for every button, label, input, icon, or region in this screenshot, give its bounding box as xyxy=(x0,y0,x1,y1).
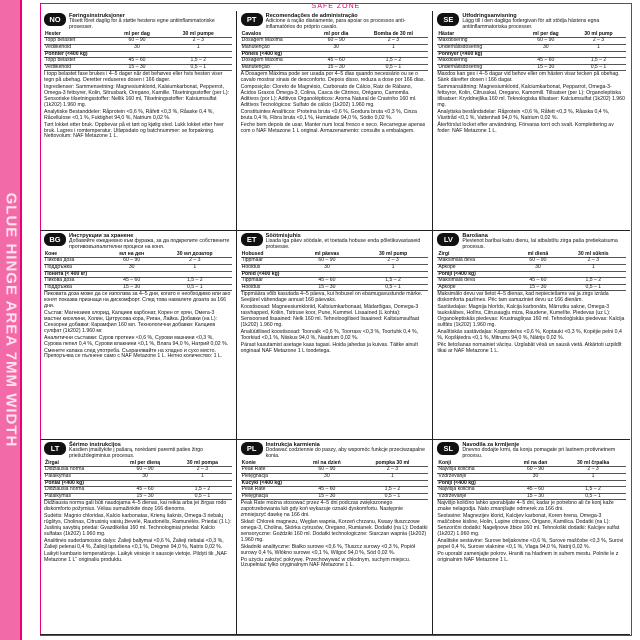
panel-paragraph: Състав: Магнезиев хлорид, Калциев карбонат, Корен от хрян, Омега-3 мастни киселини, Холин, Цитрусова кора, Риган, Лайка. Добавки (на L): Сензорни добавки: Карамфил 160 мл. Технологични добавки: Калциев сулфат (1k202) 1.960 мг. xyxy=(44,310,218,334)
panel-paragraph: Sudėtis: Magnio chloridas, Kalcio karbonatas, Krienų šaknis, Omega-3 riebalų rūgštys, Cholinas, Citrusinių vaisių žievelė, Raudonėlis, Ramunėlės. Priedai (1 L): Juslinių savybių priedai: Gvazdikėliai 160 ml. Technologiniai priedai: Kalcio sulfatas (1k202) 1.960 mg. xyxy=(44,513,232,537)
panel-intro: Lägg till i den dagliga fodergivan för att stödja hästens egna antiinflammatoriska processer. xyxy=(462,18,600,30)
dosage-table xyxy=(437,461,626,501)
panel-header xyxy=(241,233,429,251)
dosage-row xyxy=(241,284,429,291)
dosage-cell: 15 – 30 xyxy=(296,284,358,291)
panel-intro: Adicione à ração diariamente, para apoiar os processos anti-inflamatórios do próprio cavalo. xyxy=(265,18,406,30)
dosage-cell: 45 – 60 xyxy=(511,487,560,494)
dosage-cell: 1,5 – 2 xyxy=(358,278,428,285)
dosage-cell: Didžiausia norma xyxy=(44,467,117,474)
dosage-cell: Поддръжка xyxy=(44,284,105,291)
dosage-cell: 2 – 3 xyxy=(359,38,429,45)
panel-paragraph: Pēc lietošanas nomainiet vāciņu. Uzglabāt vēsā un sausā vietā. Atkārtoti uzpildīt tikai ar NAF Metazone 1 L. xyxy=(437,341,622,354)
dosage-header-cell: 30 ml pump xyxy=(571,32,626,38)
panel-paragraph: Сменете капака след употреба. Съхранявайте на хладно и сухо място. Препоръчва се пълнене само с NAF Metazone 1 L. Нетно количество: 1 L. xyxy=(44,347,223,360)
panel-paragraph: Analytiske Bestanddeler: Råprotein <0,6 %, Råfett <0,3 %, Råaske 0,4 %, Råcellulose <0,1 %, Fuktighet 94,0 %, Natrium 0,02 %. xyxy=(44,108,214,121)
dosage-header-cell: 30 ml črpalka xyxy=(560,461,626,467)
dosage-cell: 1 xyxy=(560,474,626,481)
dosage-header-cell: ml na dzień xyxy=(297,461,356,467)
panel-se xyxy=(433,11,630,231)
dosage-table xyxy=(437,32,626,72)
dosage-cell: 0,5 – 1 xyxy=(173,493,231,500)
panel-paragraph: Пиковата доза може да се използва за 4–5 дни, когато е необходимо или ако конят показва признаци на дискомфорт. След това намалете дозата за 166 дни. xyxy=(44,291,231,310)
panel-paragraph: Pärast kasutamist asetage kaas tagasi. Hoida jahedas ja kuivas. Täitke ainult originaal NAF Metazone 1 L toodetega. xyxy=(240,341,418,354)
dosage-cell: 30 xyxy=(314,45,359,52)
panel-paragraph: Maksimālo devu var lietot 4–5 dienas, kad nepieciešams vai ja zirgs izrāda diskomforta pazīmes. Pēc tam samaziniet devu uz 166 dienām. xyxy=(437,291,609,304)
dosage-header-cell: 30 ml pompa xyxy=(173,461,231,467)
panel-paragraph: Koostisosad: Magneesiumkloriid, Kaltsiumkarbonaat, Mädarõigas, Oomega-3 rasvhapped, Koliin, Tsitruse koor, Pune, Kummel. Lisaained (L kohta): Sensoorsed lisaained: Nelk 160 ml. Tehnoloogilised lisaained: Kaltsiumsulfaat (1k202) 1.960 mg. xyxy=(240,304,420,328)
dosage-cell: 30 xyxy=(515,265,560,272)
panel-paragraph: Tørt lokket etter bruk. Oppbevar på et tørt og kjølig sted. Lukk lokket etter hver bruk. Lagres i romtemperatur. Utløpsdato og batchnummer: se forpakning. Nettovolum: NAF Metazone 1 L. xyxy=(44,121,224,140)
panel-intro: Pievienot barībai katru dienu, lai atbalstītu zirga paša pretiekaisuma procesus. xyxy=(462,238,618,250)
dosage-cell: 15 – 30 xyxy=(515,284,560,291)
dosage-cell: 2 – 3 xyxy=(571,38,626,45)
dosage-cell: 30 xyxy=(297,474,356,481)
dosage-cell: 30 xyxy=(105,265,158,272)
dosage-cell: Underhållsdosering xyxy=(437,45,520,52)
dosage-cell: 15 – 30 xyxy=(521,64,571,71)
dosage-cell: 60 – 90 xyxy=(296,258,358,265)
dosage-cell: 15 – 30 xyxy=(109,64,165,71)
dosage-cell: 2 – 3 xyxy=(560,467,626,474)
dosage-cell: Underhållsdosering xyxy=(437,64,520,71)
dosage-header-cell: 30 ml pumpe xyxy=(165,32,232,38)
panel-lv xyxy=(433,231,630,440)
panel-paragraph: Analitinės sudedamosios dalys: Žalieji baltymai <0,6 %, Žalieji riebalai <0,3 %, Žalieji pelenai 0,4 %, Žalioji ląsteliena <0,1 %, Drėgmė 94,0 %, Natris 0,02 %. xyxy=(44,537,224,550)
dosage-header-cell: ml na dan xyxy=(511,461,560,467)
dosage-cell: 0,5 – 1 xyxy=(561,284,626,291)
dosage-header-cell: 30 ml pump xyxy=(358,252,428,258)
dosage-header-cell: Bomba de 30 ml xyxy=(359,32,429,38)
dosage-cell: 15 – 30 xyxy=(511,493,560,500)
language-badge: BG xyxy=(44,233,66,246)
panel-paragraph: Återförslut locket efter användning. Förvaras torrt och svalt. Komplettering av foder: NAF Metazone 1 L. xyxy=(437,121,614,134)
panel-sl xyxy=(433,440,630,635)
dosage-cell: 1 xyxy=(357,474,429,481)
dosage-cell: 1,5 – 2 xyxy=(165,58,232,65)
dosage-row xyxy=(241,64,429,71)
dosage-cell: 30 xyxy=(117,474,173,481)
dosage-cell: 60 – 90 xyxy=(297,467,356,474)
dosage-cell: Maxdosering xyxy=(437,38,520,45)
dosage-header-cell: ml per dag xyxy=(521,32,571,38)
panel-paragraph: Analītiskās sastāvdaļas: Kopproteīns <0,6 %, Koptauki <0,3 %, Kopējie pelni 0,4 %, Kopšķiedra <0,1 %, Mitrums 94,0 %, Nātrijs 0,02 %. xyxy=(437,328,622,341)
panel-paragraph: Analüütilised koostisosad: Toorvalk <0,6 %, Toorrasv <0,3 %, Toortuhk 0,4 %, Toorkiud <0,1 %, Niiskus 94,0 %, Naatrium 0,02 %. xyxy=(240,328,418,341)
dosage-cell: 0,5 – 1 xyxy=(359,64,429,71)
language-badge: LT xyxy=(44,442,66,455)
dosage-group-label: Pôneis (<400 kg) xyxy=(241,51,429,58)
dosage-table xyxy=(241,252,429,292)
dosage-cell: 45 – 60 xyxy=(105,278,158,285)
dosage-row xyxy=(44,284,232,291)
panel-paragraph: Ingredienser: Sammensetning: Magnesiumklorid, Kalsiumkarbonat, Pepperrot, Omega-3 fettsyrer, Kolin, Sitrusbark, Oregano, Kamille. Tilsetningsstoffer (per L): Sensoriske tilsetningsstoffer: Nellik 160 ml, Tilsetningsstoffer: Kalsiumsulfat (1k202) 1.960 mg. xyxy=(44,84,230,108)
dosage-table xyxy=(44,461,232,501)
panel-title: Utfodringsanvisning xyxy=(462,13,517,19)
dosage-row xyxy=(241,493,429,500)
panel-header xyxy=(44,13,232,31)
dosage-cell: Pielęgnacja xyxy=(241,474,298,481)
dosage-cell: 60 – 90 xyxy=(314,38,359,45)
panel-lt xyxy=(40,440,237,635)
dosage-cell: 1,5 – 2 xyxy=(571,58,626,65)
dosage-header-cell: ml per dag xyxy=(109,32,165,38)
dosage-group-label: Poniai (<400 kg) xyxy=(44,480,232,487)
dosage-cell: Didžiausia norma xyxy=(44,487,117,494)
dosage-cell: 15 – 30 xyxy=(117,493,173,500)
panel-paragraph: Laikyti kambario temperatūroje. Laikyk vėsioje ir sausoje vietoje. Pildyti tik „NAF Metazone 1 L“ originaliu produktu. xyxy=(44,550,228,563)
dosage-row xyxy=(437,258,626,265)
dosage-cell: 0,5 – 1 xyxy=(358,284,428,291)
dosage-cell: 1 xyxy=(173,474,231,481)
dosage-cell: Apkope xyxy=(437,265,515,272)
language-badge: ET xyxy=(241,233,263,246)
dosage-cell: 45 – 60 xyxy=(297,487,356,494)
language-badge: PL xyxy=(241,442,263,455)
dosage-cell: Maxdosering xyxy=(437,58,520,65)
dosage-cell: Поддръжка xyxy=(44,265,105,272)
dosage-cell: Hooldus xyxy=(241,265,296,272)
dosage-cell: 60 – 90 xyxy=(105,258,158,265)
panel-bg xyxy=(40,231,237,440)
dosage-cell: 1,5 – 2 xyxy=(560,487,626,494)
dosage-row xyxy=(44,64,232,71)
dosage-cell: 0,5 – 1 xyxy=(158,284,232,291)
dosage-header-cell: 30 мл дозатор xyxy=(158,252,232,258)
panel-no xyxy=(40,11,237,231)
dosage-cell: 1 xyxy=(358,265,428,272)
dosage-cell: 1,5 – 2 xyxy=(357,487,429,494)
panel-header xyxy=(437,442,626,460)
panel-header xyxy=(437,13,626,31)
panel-paragraph: Sastāvdaļas: Magnija hlorīds, Kalcija karbonāts, Mārrutku sakne, Omega-3 taukskābes, Holīns, Citrusaugļu miza, Raudene, Kumelīte. Piedevas (uz L): Organoleptiskās piedevas: Krustnagliņas 160 ml. Tehnoloģiskās piedevas: Kalcija sulfāts (1k202) 1.960 mg. xyxy=(437,304,625,328)
dosage-cell: 1,5 – 2 xyxy=(158,278,232,285)
dosage-header-cell: Konie xyxy=(241,461,298,467)
dosage-cell: 2 – 3 xyxy=(357,467,429,474)
dosage-row xyxy=(437,493,626,500)
dosage-cell: Vedlikehold xyxy=(44,45,109,52)
dosage-header-cell: ml dienā xyxy=(515,252,560,258)
dosage-header-cell: Коне xyxy=(44,252,105,258)
dosage-cell: 60 – 90 xyxy=(117,467,173,474)
panel-paragraph: Feche bem depois de usar. Manter num local fresco e seco. Recarregue apenas com o NAF Metazone 1 L original. Armazenamento: consulte a embalagem. xyxy=(240,121,426,134)
dosage-header-cell: Zirgi xyxy=(437,252,515,258)
panel-intro: Добавяйте ежедневно към фуража, за да подкрепите собствените противовъзпалителни процеси на коня. xyxy=(69,238,230,250)
dosage-cell: 0,5 – 1 xyxy=(165,64,232,71)
panel-paragraph: Peak Rate można stosować przez 4–5 dni podczas zwiększonego zapotrzebowania lub gdy koń wykazuje oznaki dyskomfortu. Następnie zmniejszyć dawkę na 166 dni. xyxy=(240,500,403,519)
dosage-cell: Dosagem Máxima xyxy=(241,58,314,65)
dosage-cell: 1 xyxy=(571,45,626,52)
language-badge: LV xyxy=(437,233,459,246)
panel-paragraph: Analytiska beståndsdelar: Råprotein <0,6 %, Råfett <0,3 %, Råaska 0,4 %, Växttråd <0,1 %, Vattenhalt 94,0 %, Natrium 0,02 %. xyxy=(437,108,610,121)
panel-paragraph: Najvišjo količino lahko uporabljate 4–5 dni, kadar je potrebno ali če konj kaže znake nelagodja. Nato zmanjšajte odmerek za 166 dni. xyxy=(437,500,614,513)
dosage-header-cell: ml por dia xyxy=(314,32,359,38)
dosage-cell: 2 – 3 xyxy=(165,38,232,45)
panel-paragraph: Sestavine: Magnezijev klorid, Kalcijev karbonat, Koren hrena, Omega-3 maščobne kisline, Holin, Lupine citrusov, Origano, Kamilica. Dodatki (na L): Senzorični dodatki: Nageljnove žbice 160 ml. Tehnološki dodatki: Kalcijev sulfat (1k202) 1.960 mg. xyxy=(437,513,620,537)
dosage-cell: 45 – 60 xyxy=(117,487,173,494)
panel-paragraph: I topp belastet fase brukes i 4–5 dager når det behøves eller hvis hesten viser tegn på ubehag. Deretter reduseres dosen i 166 dager. xyxy=(44,71,223,84)
dosage-cell: 60 – 90 xyxy=(109,38,165,45)
panel-title: Barošana xyxy=(462,233,488,239)
panel-paragraph: Składniki analityczne: Białko surowe <0,6 %, Tłuszcz surowy <0,3 %, Popiół surowy 0,4 %, Włókno surowe <0,1 %, Wilgoć 94,0 %, Sód 0,02 %. xyxy=(240,543,416,556)
dosage-cell: 45 – 60 xyxy=(515,278,560,285)
language-badge: NO xyxy=(44,13,66,26)
dosage-header-cell: Hästar xyxy=(437,32,520,38)
dosage-cell: Vzdrževanje xyxy=(437,474,510,481)
glue-hinge-label: GLUE HINGE AREA 7MM WIDTH xyxy=(2,192,20,448)
panel-title: Føringsinstruksjoner xyxy=(69,13,125,19)
dosage-table xyxy=(241,32,429,72)
dosage-cell: Palaikymas xyxy=(44,474,117,481)
dosage-cell: Maksimālā deva xyxy=(437,258,515,265)
panel-paragraph: Po uporabi zamenjajte pokrov. Hraniti na hladnem in suhem mestu. Polnite le z originalnim NAF Metazone 1 L. xyxy=(437,550,619,563)
dosage-cell: Пикова доза xyxy=(44,258,105,265)
dosage-cell: 1,5 – 2 xyxy=(173,487,231,494)
dosage-group-label: Ponnier (<400 kg) xyxy=(44,51,232,58)
glue-hinge-strip xyxy=(0,0,22,640)
dosage-row xyxy=(241,467,429,474)
dosage-cell: 2 – 3 xyxy=(158,258,232,265)
dosage-row xyxy=(241,258,429,265)
dosage-cell: 1 xyxy=(561,265,626,272)
dosage-header-cell: pompka 30 ml xyxy=(357,461,429,467)
panel-header xyxy=(437,233,626,251)
panel-pl xyxy=(237,440,434,635)
dosage-group-label: Ponnyer (<400 kg) xyxy=(437,51,626,58)
dosage-header-cell: Konji xyxy=(437,461,510,467)
dosage-header-cell: Hester xyxy=(44,32,109,38)
panel-paragraph: Analitske sestavine: Surove beljakovine <0,6 %, Surove maščobe <0,3 %, Surovi pepel 0,4 %, Surove vlaknine <0,1 %, Vlaga 94,0 %, Natrij 0,02 %. xyxy=(437,537,624,550)
dosage-header-cell: Hobused xyxy=(241,252,296,258)
dosage-row xyxy=(437,64,626,71)
dosage-cell: 30 xyxy=(296,265,358,272)
dosage-cell: 1 xyxy=(158,265,232,272)
dosage-cell: Dosagem Máxima xyxy=(241,38,314,45)
dosage-cell: 1,5 – 2 xyxy=(359,58,429,65)
dosage-cell: 1 xyxy=(359,45,429,52)
dosage-group-label: Poniji (<400 kg) xyxy=(437,480,626,487)
dosage-cell: 2 – 3 xyxy=(173,467,231,474)
panel-pt xyxy=(237,11,434,231)
dosage-cell: Pielęgnacja xyxy=(241,493,298,500)
dosage-header-cell: ml per dieną xyxy=(117,461,173,467)
panel-title: Šėrimo instrukcijos xyxy=(69,442,121,448)
dosage-group-label: Понита (< 400 кг) xyxy=(44,271,232,278)
language-badge: SE xyxy=(437,13,459,26)
panel-intro: Dodawać codziennie do paszy, aby wspomóc funkcje przeciwzapalne konia. xyxy=(265,447,426,459)
panel-header xyxy=(44,442,232,460)
dosage-row xyxy=(44,493,232,500)
dosage-group-label: Ponid (<400 kg) xyxy=(241,271,429,278)
dosage-table xyxy=(437,252,626,292)
dosage-cell: 60 – 90 xyxy=(511,467,560,474)
panel-header xyxy=(241,442,429,460)
panel-paragraph: A Dosagem Máxima pode ser usada por 4–5 dias quando necessário ou se o cavalo mostrar sinais de desconforto. Depois disso, reduza a dose por 166 dias. xyxy=(240,71,425,84)
dosage-cell: Tippmäär xyxy=(241,278,296,285)
dosage-cell: Palaikymas xyxy=(44,493,117,500)
panel-title: Recomendações de administração xyxy=(265,13,358,19)
dosage-header-cell: 30 ml sūknis xyxy=(561,252,626,258)
panel-title: Söötmisjuhis xyxy=(265,233,301,239)
language-badge: SL xyxy=(437,442,459,455)
panel-paragraph: Po użyciu założyć pokrywę. Przechowywać w chłodnym, suchym miejscu. Uzupełniać tylko oryginalnym NAF Metazone 1 L. xyxy=(240,556,411,569)
dosage-cell: Peak Rate xyxy=(241,487,298,494)
panel-title: Instrukcja karmienia xyxy=(265,442,320,448)
language-badge: PT xyxy=(241,13,263,26)
panel-paragraph: Constituintes Analíticos: Proteína bruta <0,6 %, Gordura bruta <0,3 %, Cinza bruta 0,4 %, Fibra bruta <0,1 %, Humidade 94,0 %, Sódio 0,02 %. xyxy=(240,108,417,121)
panel-paragraph: Sammansättning: Magnesiumklorid, Kalciumkarbonat, Pepparrot, Omega-3-fettsyror, Kolin, Citrusskal, Oregano, Kamomill. Tillsatser (per L): Organoleptiska tillsatser: Kryddnejlika 160 ml. Teknologiska tillsatser: Kalciumsulfat (1k202) 1.960 mg. xyxy=(437,84,625,108)
dosage-cell: 30 xyxy=(521,45,571,52)
dosage-cell: Apkope xyxy=(437,284,515,291)
dosage-cell: 15 – 30 xyxy=(105,284,158,291)
dosage-row xyxy=(44,258,232,265)
dosage-cell: 60 – 90 xyxy=(521,38,571,45)
dosage-cell: Najvišja količina xyxy=(437,487,510,494)
dosage-cell: 2 – 3 xyxy=(358,258,428,265)
dosage-cell: 45 – 60 xyxy=(314,58,359,65)
dosage-cell: Maksimālā deva xyxy=(437,278,515,285)
dosage-cell: Hooldus xyxy=(241,284,296,291)
dosage-header-cell: мл на ден xyxy=(105,252,158,258)
dosage-row xyxy=(437,284,626,291)
dosage-header-cell: ml päevas xyxy=(296,252,358,258)
dosage-cell: Пикова доза xyxy=(44,278,105,285)
dosage-cell: Topp belastet xyxy=(44,58,109,65)
panel-paragraph: Didžiausia norma gali būti naudojama 4–5 dienas, kai reikia arba jei žirgas rodo diskomforto požymius. Vėliau sumažinkite dozę 166 dienoms. xyxy=(44,500,227,513)
dosage-table xyxy=(241,461,429,501)
panel-intro: Lisada iga päev söödale, et toetada hobuse enda põletikuvastaseid protsesse. xyxy=(265,238,421,250)
dosage-cell: 45 – 60 xyxy=(521,58,571,65)
safe-zone-label: SAFE ZONE xyxy=(311,3,361,10)
dosage-cell: Manutenção xyxy=(241,45,314,52)
dosage-cell: 15 – 30 xyxy=(297,493,356,500)
dosage-cell: Topp belastet xyxy=(44,38,109,45)
panel-intro: Tilsett fôret daglig for å støtte hestens egne antiinflammatoriske prosesser. xyxy=(69,18,215,30)
panel-title: Инструкции за хранене xyxy=(69,233,134,239)
panel-intro: Kasdien įmaišykite į pašarą, norėdami paremti paties žirgo priešuždegiminius procesus. xyxy=(69,447,204,459)
dosage-cell: Tippmäär xyxy=(241,258,296,265)
dosage-cell: Manutenção xyxy=(241,64,314,71)
panel-paragraph: Аналитични съставки: Суров протеин <0,6 %, Сурови мазнини <0,3 %, Сурова пепел 0,4 %, Сурови влакнини <0,1 %, Влага 94,0 %, Натрий 0,02 %. xyxy=(44,334,229,347)
dosage-cell: 45 – 60 xyxy=(296,278,358,285)
dosage-cell: Najvišja količina xyxy=(437,467,510,474)
dosage-header-cell: Cavalos xyxy=(241,32,314,38)
panel-paragraph: Composição: Cloreto de Magnésio, Carbonato de Cálcio, Raiz de Rábano, Ácidos Graxos Ômega-3, Colina, Casca de Citrinos, Orégano, Camomila. Aditivos (por L): Aditivos Organolépticos: Aroma Natural de Cravinho 160 ml. Aditivos Tecnológicos: Sulfato de cálcio (1k202) 1.960 mg. xyxy=(240,84,417,108)
dosage-table xyxy=(44,32,232,72)
dosage-group-label: Kucyki (<400 kg) xyxy=(241,480,429,487)
panel-intro: Dnevno dodajte krmi, da konju pomagate pri lastnem protivnetnem procesu. xyxy=(462,447,616,459)
panel-title: Navodila za krmljenje xyxy=(462,442,520,448)
panel-paragraph: Skład: Chlorek magnezu, Węglan wapnia, Korzeń chrzanu, Kwasy tłuszczowe omega-3, Cholina, Skórka cytrusów, Oregano, Rumianek. Dodatki (na L): Dodatki sensoryczne: Goździki 160 ml. Dodatki technologiczne: Siarczan wapnia (1k202) 1.960 mg. xyxy=(240,519,428,543)
panel-header xyxy=(44,233,232,251)
dosage-cell: 45 – 60 xyxy=(109,58,165,65)
dosage-cell: 15 – 30 xyxy=(314,64,359,71)
language-panel-grid xyxy=(40,11,630,635)
dosage-group-label: Poniji (<400 kg) xyxy=(437,271,626,278)
dosage-cell: 1 xyxy=(165,45,232,52)
dosage-cell: 30 xyxy=(109,45,165,52)
dosage-cell: 0,5 – 1 xyxy=(571,64,626,71)
panel-et xyxy=(237,231,434,440)
dosage-cell: 2 – 3 xyxy=(561,258,626,265)
dosage-cell: 0,5 – 1 xyxy=(357,493,429,500)
dosage-cell: 1,5 – 2 xyxy=(561,278,626,285)
dosage-table xyxy=(44,252,232,292)
dosage-cell: Vedlikehold xyxy=(44,64,109,71)
dosage-cell: Vzdrževanje xyxy=(437,493,510,500)
panel-paragraph: Maxdos kan ges i 4–5 dagar vid behov eller om hästen visar tecken på obehag. Sänk därefter dosen i 166 dagar. xyxy=(437,71,620,84)
dosage-header-cell: Žirgai xyxy=(44,461,117,467)
panel-header xyxy=(241,13,429,31)
panel-paragraph: Tippmäära võib kasutada 4–5 päeva, kui hobusel on ebamugavustunde märke. Seejärel vähendage annust 166 päevaks. xyxy=(240,291,423,304)
dosage-cell: Peak Rate xyxy=(241,467,298,474)
dosage-cell: 60 – 90 xyxy=(515,258,560,265)
dosage-cell: 30 xyxy=(511,474,560,481)
dosage-cell: 0,5 – 1 xyxy=(560,493,626,500)
